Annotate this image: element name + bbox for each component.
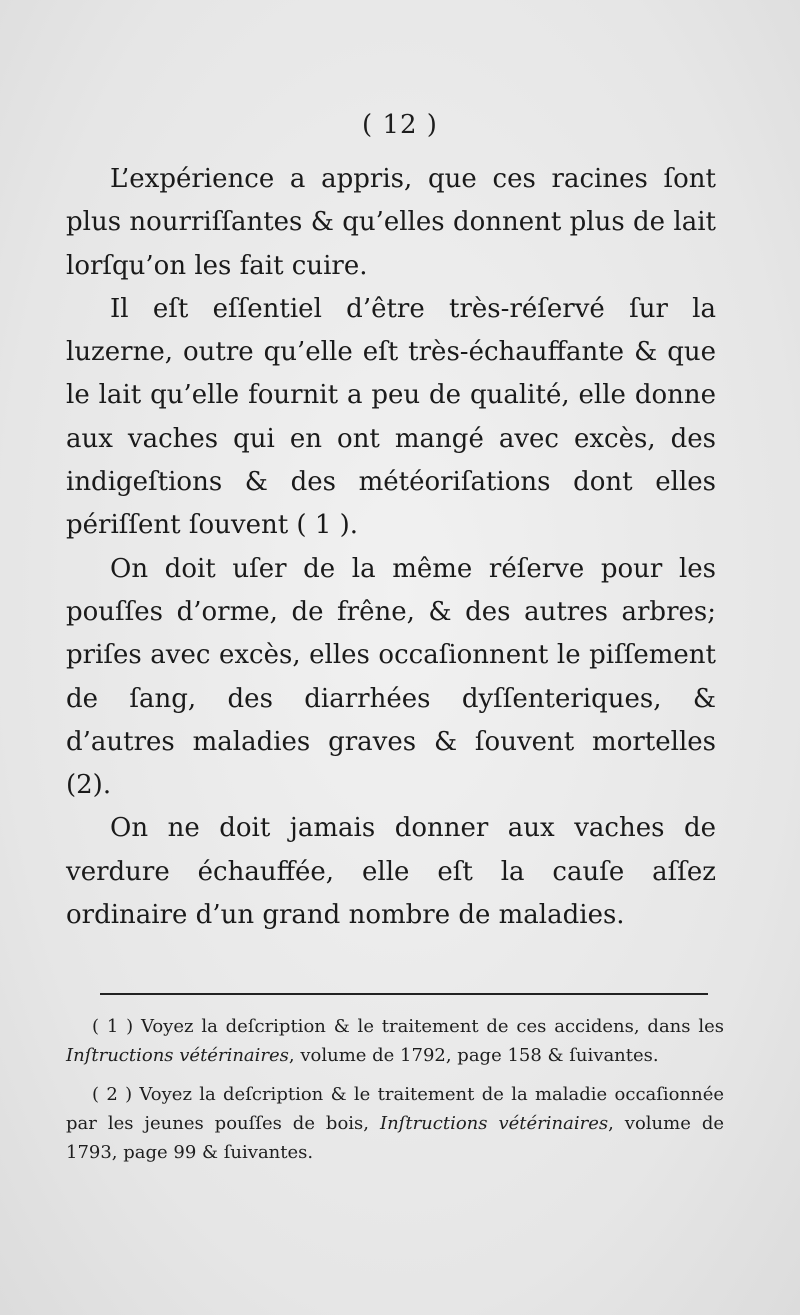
footnote-1-ref: , volume de 1792, page 158 & ſuivantes. xyxy=(288,1045,659,1066)
footnote-2 xyxy=(66,1080,724,1167)
paragraph-1: L’expérience a appris, que ces racines ſont plus nourriſſantes & qu’elles donnent plus de lait lorſqu’on les fait cuire. xyxy=(66,164,716,281)
footnotes xyxy=(66,1012,724,1177)
paragraph-4: On ne doit jamais donner aux vaches de verdure échauffée, elle eſt la cauſe aſſez ordinaire d’un grand nombre de maladies. xyxy=(66,813,716,931)
footnote-2-ref: , volume de 1793, page 99 & ſuivantes. xyxy=(66,1113,724,1163)
footnote-1-text: ( 1 ) Voyez la deſcription & le traitement de ces accidens, dans les xyxy=(92,1016,724,1037)
paragraph-2: Il eſt eſſentiel d’être très-réſervé ſur la luzerne, outre qu’elle eſt très-échauffante & que le lait qu’elle fournit a peu de qualité, elle donne aux vaches qui en ont mangé avec excès, des indigeſtions & des météoriſations dont elles périſſent ſouvent ( 1 ). xyxy=(66,293,716,541)
page-number: ( 12 ) xyxy=(362,110,438,140)
paragraph-3: On doit uſer de la même réſerve pour les pouſſes d’orme, de frêne, & des autres arbres; priſes avec excès, elles occaſionnent le piſſement de ſang, des diarrhées dyſſenteriques, & d’autres maladies graves & ſouvent mortelles (2). xyxy=(66,553,716,801)
footnote-2-title: Inſtructions vétérinaires xyxy=(379,1113,609,1134)
footnote-divider xyxy=(100,993,708,995)
footnote-1 xyxy=(66,1012,724,1070)
footnote-1-title: Inſtructions vétérinaires xyxy=(66,1045,289,1066)
main-text xyxy=(66,158,716,937)
footnote-2-text: ( 2 ) Voyez la deſcription & le traitement de la maladie occaſionnée par les jeunes pouſſes de bois, xyxy=(66,1084,724,1134)
